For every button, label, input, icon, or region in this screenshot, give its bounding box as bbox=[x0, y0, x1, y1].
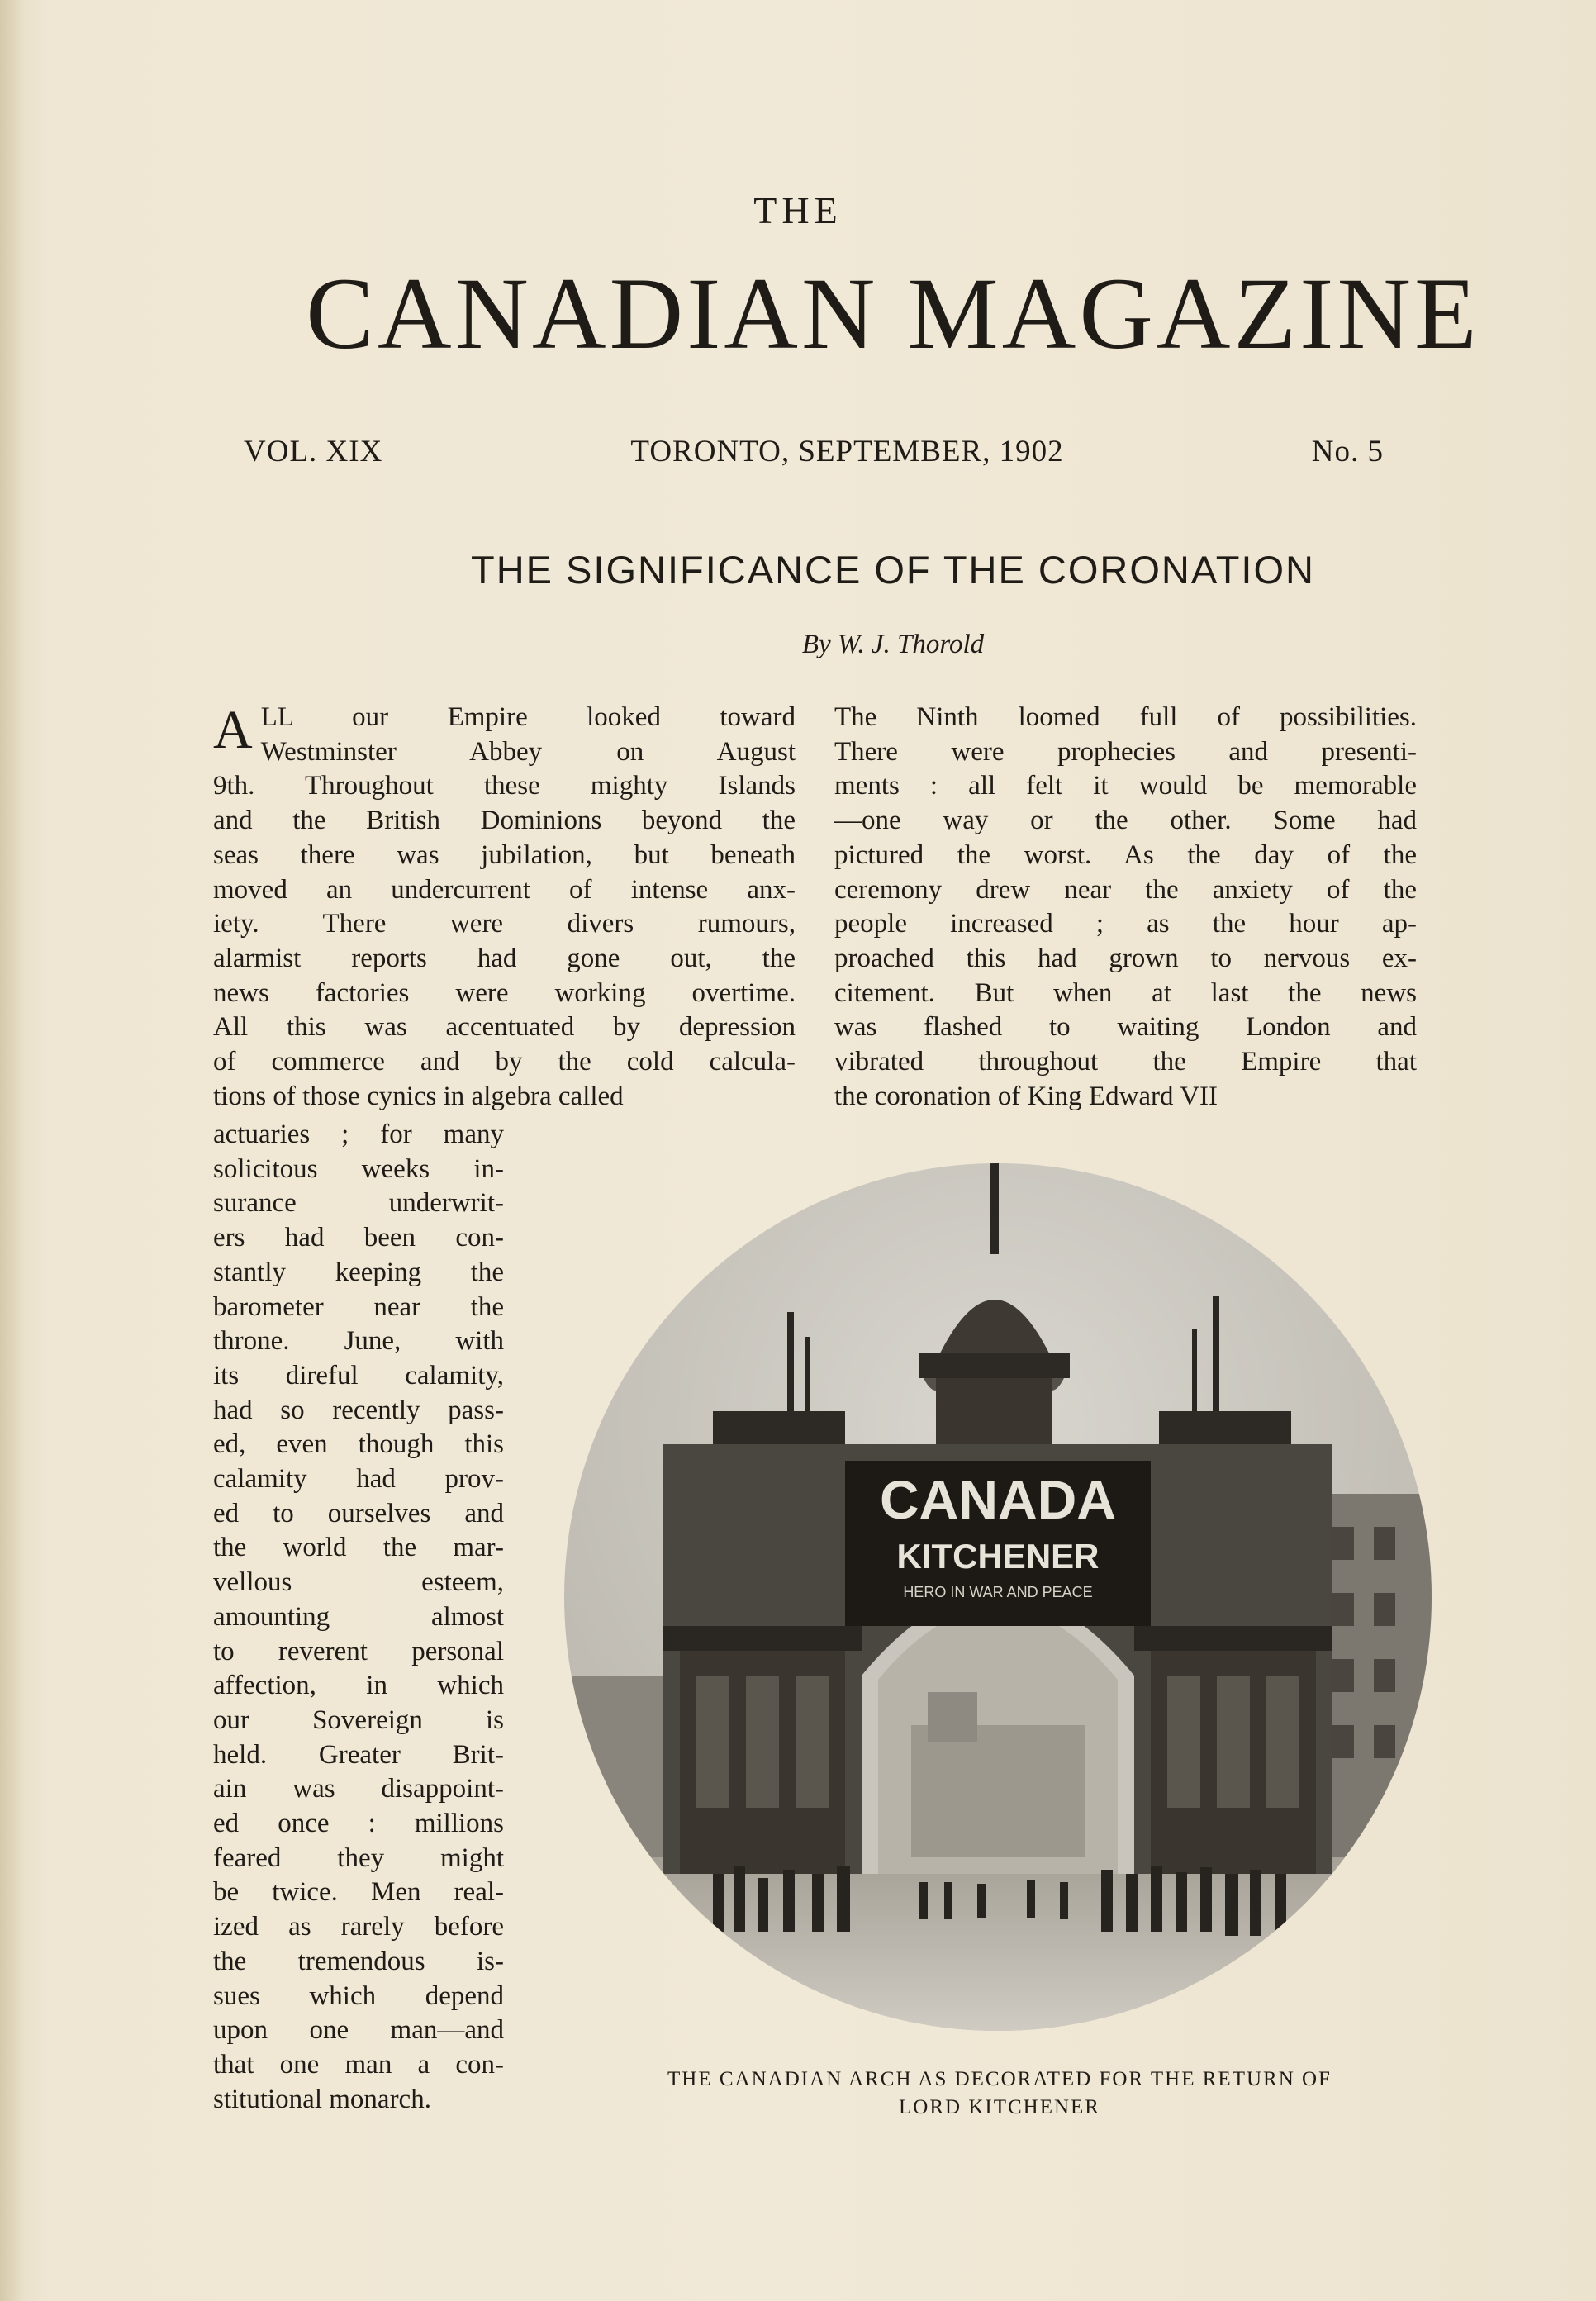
narrow-column-line: ers had been con- bbox=[213, 1223, 504, 1253]
right-column-line: There were prophecies and presenti- bbox=[834, 736, 1417, 767]
narrow-column-line: its direful calamity, bbox=[213, 1360, 504, 1391]
right-column-line: people increased ; as the hour ap- bbox=[834, 909, 1417, 939]
left-column-line: iety. There were divers rumours, bbox=[213, 909, 796, 939]
left-column bbox=[213, 701, 796, 1114]
left-column-line: of commerce and by the cold calcula- bbox=[213, 1047, 796, 1077]
narrow-column-line: ed to ourselves and bbox=[213, 1498, 504, 1528]
narrow-column-line: be twice. Men real- bbox=[213, 1877, 504, 1908]
right-column-line: ments : all felt it would be memorable bbox=[834, 771, 1417, 801]
volume-number: VOL. XIX bbox=[244, 435, 383, 468]
caption-line-2: LORD KITCHENER bbox=[899, 2096, 1100, 2118]
right-column-line: the coronation of King Edward VII bbox=[834, 1081, 1218, 1111]
narrow-column-line: to reverent personal bbox=[213, 1636, 504, 1666]
left-column-line: 9th. Throughout these mighty Islands bbox=[213, 771, 796, 801]
issue-line bbox=[244, 434, 1384, 469]
article-title: THE SIGNIFICANCE OF THE CORONATION bbox=[471, 548, 1315, 592]
left-column-line: news factories were working overtime. bbox=[213, 977, 796, 1008]
right-column-line: —one way or the other. Some had bbox=[834, 806, 1417, 836]
right-column-line: proached this had grown to nervous ex- bbox=[834, 943, 1417, 973]
narrow-column-line: our Sovereign is bbox=[213, 1704, 504, 1735]
left-column-line: moved an undercurrent of intense anx- bbox=[213, 874, 796, 905]
drop-cap: A bbox=[213, 700, 253, 760]
left-column-line: alarmist reports had gone out, the bbox=[213, 943, 796, 973]
article-byline: By W. J. Thorold bbox=[801, 630, 985, 659]
narrow-column-line: actuaries ; for many bbox=[213, 1120, 504, 1149]
left-column-line: LL our Empire looked toward bbox=[260, 702, 796, 732]
arch-photograph bbox=[564, 1163, 1432, 2031]
right-column-line: pictured the worst. As the day of the bbox=[834, 839, 1417, 870]
narrow-column-line: had so recently pass- bbox=[213, 1395, 504, 1425]
left-column-line: tions of those cynics in algebra called bbox=[213, 1081, 624, 1111]
right-column bbox=[834, 701, 1417, 1114]
masthead-title-text: CANADIAN MAGAZINE bbox=[306, 257, 1480, 370]
narrow-column-line: the world the mar- bbox=[213, 1533, 504, 1563]
place-date: TORONTO, SEPTEMBER, 1902 bbox=[630, 435, 1064, 468]
narrow-column-line: feared they might bbox=[213, 1842, 504, 1873]
narrow-column-line: held. Greater Brit- bbox=[213, 1739, 504, 1770]
right-column-line: citement. But when at last the news bbox=[834, 977, 1417, 1008]
narrow-column-line: sues which depend bbox=[213, 1980, 504, 2011]
arch-banner-motto: HERO IN WAR AND PEACE bbox=[903, 1584, 1093, 1600]
narrow-column-line: ized as rarely before bbox=[213, 1912, 504, 1942]
right-column-line: vibrated throughout the Empire that bbox=[834, 1047, 1417, 1077]
narrow-column-line: stantly keeping the bbox=[213, 1257, 504, 1287]
narrow-column-line: throne. June, with bbox=[213, 1326, 504, 1357]
narrow-column-line: ed once : millions bbox=[213, 1809, 504, 1839]
narrow-column-line: upon one man—and bbox=[213, 2015, 504, 2046]
figure-caption bbox=[570, 2066, 1429, 2122]
narrow-column-line: amounting almost bbox=[213, 1601, 504, 1632]
left-column-line: and the British Dominions beyond the bbox=[213, 806, 796, 836]
narrow-column-line: surance underwrit- bbox=[213, 1188, 504, 1219]
issue-number: No. 5 bbox=[1311, 435, 1384, 468]
narrow-column-line: stitutional monarch. bbox=[213, 2084, 431, 2114]
masthead-title bbox=[0, 257, 1596, 370]
narrow-column-line: ain was disappoint- bbox=[213, 1774, 504, 1804]
left-column-lines bbox=[213, 701, 796, 1114]
masthead-the: THE bbox=[753, 189, 843, 231]
narrow-column-line: barometer near the bbox=[213, 1291, 504, 1322]
caption-line-1: THE CANADIAN ARCH AS DECORATED FOR THE RETURN OF bbox=[667, 2068, 1332, 2090]
narrow-column-line: vellous esteem, bbox=[213, 1567, 504, 1598]
right-column-line: was flashed to waiting London and bbox=[834, 1012, 1417, 1043]
narrow-column bbox=[213, 1118, 504, 2117]
narrow-column-line: ed, even though this bbox=[213, 1429, 504, 1460]
narrow-column-line: that one man a con- bbox=[213, 2049, 504, 2080]
arch-banner-kitchener: KITCHENER bbox=[896, 1537, 1100, 1576]
right-column-lines bbox=[834, 701, 1417, 1114]
narrow-column-line: solicitous weeks in- bbox=[213, 1153, 504, 1184]
arch-banner-canada: CANADA bbox=[880, 1469, 1116, 1530]
narrow-column-line: calamity had prov- bbox=[213, 1464, 504, 1495]
arch-photo-illustration bbox=[564, 1163, 1432, 2031]
left-column-line: seas there was jubilation, but beneath bbox=[213, 839, 796, 870]
left-column-line: All this was accentuated by depression bbox=[213, 1012, 796, 1043]
right-column-line: ceremony drew near the anxiety of the bbox=[834, 874, 1417, 905]
narrow-column-line: the tremendous is- bbox=[213, 1946, 504, 1976]
right-column-line: The Ninth loomed full of possibilities. bbox=[834, 702, 1417, 732]
narrow-column-lines bbox=[213, 1118, 504, 2117]
left-column-line: Westminster Abbey on August bbox=[260, 736, 796, 767]
narrow-column-line: affection, in which bbox=[213, 1671, 504, 1701]
